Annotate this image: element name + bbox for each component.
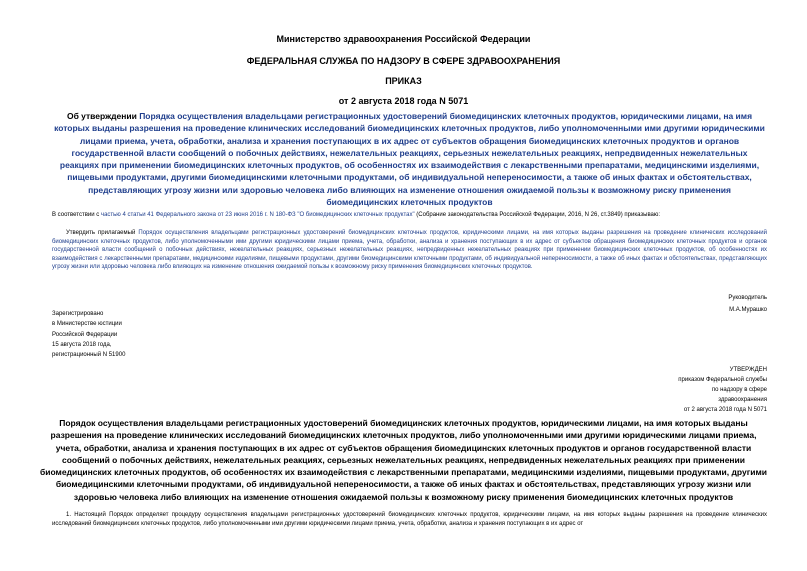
order-title-prefix: Об утверждении	[66, 111, 140, 121]
approve-paragraph	[52, 229, 767, 272]
signature-block	[728, 292, 767, 316]
registration-line: 15 августа 2018 года,	[52, 341, 112, 348]
approval-line: УТВЕРЖДЕН	[729, 367, 767, 373]
approval-line: по надзору в сфере	[711, 387, 767, 393]
registration-line: регистрационный N 51900	[52, 352, 126, 359]
legal-basis-text-after: (Собрание законодательства Российской Федерации, 2016, N 26, ст.3849) приказываю:	[414, 212, 661, 218]
document-type-heading: ПРИКАЗ	[385, 76, 422, 86]
signatory-name: М.А.Мурашко	[729, 307, 767, 313]
paragraph-1: 1. Настоящий Порядок определяет процедуру осуществления владельцами регистрационных удостоверений биомедицинских клеточных продуктов, юридическими лицами, на имя которых выданы разрешения на проведение клинических исследований биомедицинских клеточных продуктов, либо уполномоченными ими другими юридическими лицами приема, учета, обработки, анализа и хранения поступающих в их адрес от	[52, 512, 767, 527]
procedure-link[interactable]: Порядок осуществления владельцами регистрационных удостоверений биомедицинских клеточных продуктов, юридическими лицами, на имя которых выданы разрешения на проведение клинических исследований биомедицинских клеточных продуктов, либо уполномоченными ими другими юридическими лицами приема, учета, обработки, анализа и хранения поступающих в их адрес от субъектов обращения биомедицинских клеточных продуктов и органов государственной власти сообщений о побочных действиях, нежелательных реакциях, серьезных нежелательных реакциях, непредвиденных нежелательных реакциях при применении биомедицинских клеточных продуктов, об особенностях их взаимодействия с лекарственными препаратами, медицинскими изделиями, пищевыми продуктами, другими биомедицинскими клеточными продуктами, об индивидуальной непереносимости, а также об иных фактах и обстоятельствах, представляющих угрозу жизни или здоровью человека либо влияющих на изменение отношения ожидаемой пользы к возможному риску применения биомедицинских клеточных продуктов.	[52, 230, 767, 271]
order-title-link[interactable]: Порядка осуществления владельцами регистрационных удостоверений биомедицинских клеточных продуктов, юридическими лицами, на имя которых выданы разрешения на проведение клинических исследований биомедицинских клеточных продуктов, либо уполномоченными ими другими юридическими лицами приема, учета, обработки, анализа и хранения поступающих в их адрес от субъектов обращения биомедицинских клеточных продуктов и органов государственной власти сообщений о побочных действиях, нежелательных реакциях, серьезных нежелательных реакциях, непредвиденных нежелательных реакциях при применении биомедицинских клеточных продуктов, об особенностях их взаимодействия с лекарственными препаратами, медицинскими изделиями, пищевыми продуктами, другими биомедицинскими клеточными продуктами, об индивидуальной непереносимости, а также об иных фактах и обстоятельствах, представляющих угрозу жизни или здоровью человека либо влияющих на изменение отношения ожидаемой пользы к возможному риску применения биомедицинских клеточных продуктов	[54, 111, 765, 208]
document-date-number: от 2 августа 2018 года N 5071	[338, 96, 469, 106]
order-title	[52, 110, 767, 208]
procedure-title: Порядок осуществления владельцами регистрационных удостоверений биомедицинских клеточных продуктов, юридическими лицами, на имя которых выданы разрешения на проведение клинических исследований биомедицинских клеточных продуктов, либо уполномоченными ими другими юридическими лицами приема, учета, обработки, анализа и хранения поступающих в их адрес от субъектов обращения биомедицинских клеточных продуктов и органов государственной власти сообщений о побочных действиях, нежелательных реакциях, серьезных нежелательных реакциях, непредвиденных нежелательных реакциях при применении биомедицинских клеточных продуктов, об особенностях их взаимодействия с лекарственными препаратами, медицинскими изделиями, пищевыми продуктами, другими биомедицинскими клеточными продуктами, об индивидуальной непереносимости, а также об иных фактах и обстоятельствах, представляющих угрозу жизни или здоровью человека либо влияющих на изменение отношения ожидаемой пользы к возможному риску применения биомедицинских клеточных продуктов	[40, 418, 767, 502]
legal-basis-paragraph	[52, 211, 767, 220]
federal-law-link[interactable]: частью 4 статьи 41 Федерального закона от 23 июня 2016 г. N 180-ФЗ "О биомедицинских клеточных продуктах"	[100, 212, 415, 218]
service-heading: ФЕДЕРАЛЬНАЯ СЛУЖБА ПО НАДЗОРУ В СФЕРЕ ЗДРАВООХРАНЕНИЯ	[246, 56, 561, 66]
registration-line: Российской Федерации	[52, 331, 118, 338]
legal-basis-text-before: В соответствии с	[52, 212, 101, 218]
registration-line: Зарегистрировано	[52, 311, 104, 317]
approval-stamp	[678, 365, 767, 415]
approval-line: здравоохранения	[718, 397, 767, 403]
approve-text-before: Утвердить прилагаемый	[66, 230, 139, 236]
signatory-role: Руководитель	[728, 295, 767, 301]
registration-block	[52, 309, 125, 360]
approval-line: от 2 августа 2018 года N 5071	[683, 407, 767, 413]
approval-line: приказом Федеральной службы	[678, 377, 767, 383]
registration-line: в Министерстве юстиции	[52, 321, 122, 328]
ministry-heading: Министерство здравоохранения Российской Федерации	[276, 34, 531, 44]
